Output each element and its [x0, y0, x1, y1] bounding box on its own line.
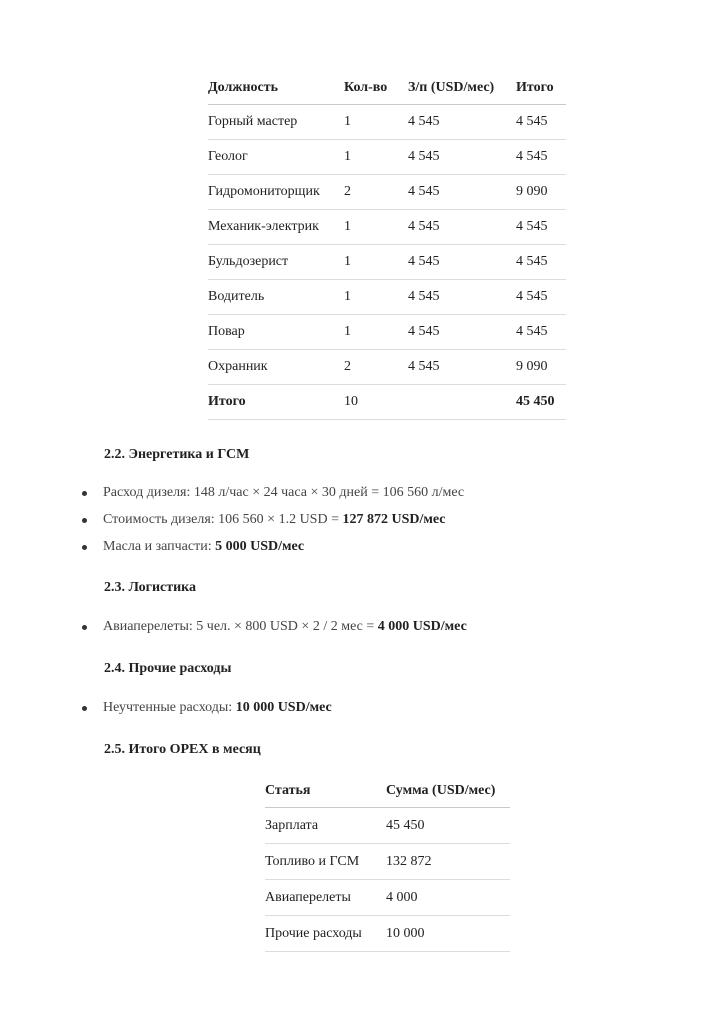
- bullet-bold: 5 000 USD/мес: [215, 539, 305, 554]
- list-item: [82, 699, 332, 726]
- bullet-bold: 10 000 USD/мес: [235, 700, 332, 715]
- cell-position: Охранник: [208, 359, 268, 374]
- table-row: [208, 210, 566, 245]
- table-row: [265, 808, 510, 844]
- column-header: Сумма (USD/мес): [386, 783, 496, 798]
- table-total-row: [208, 385, 566, 420]
- cell-salary: 4 545: [408, 289, 440, 304]
- cell-item: Зарплата: [265, 817, 319, 833]
- other-costs-bullet-list: [82, 699, 332, 726]
- cell-count: 2: [344, 359, 351, 374]
- cell-position: Бульдозерист: [208, 254, 289, 269]
- cell-salary: 4 545: [408, 184, 440, 199]
- table-row: [265, 844, 510, 880]
- opex-summary-table: [265, 775, 510, 952]
- list-item: [82, 484, 464, 511]
- cell-count: 2: [344, 184, 351, 199]
- total-salary: [408, 385, 516, 420]
- cell-position: Горный мастер: [208, 114, 298, 129]
- cell-amount: 132 872: [386, 853, 432, 869]
- section-heading-other-costs: 2.4. Прочие расходы: [104, 661, 232, 676]
- table-row: [208, 350, 566, 385]
- cell-position: Водитель: [208, 289, 265, 304]
- cell-total: 4 545: [516, 149, 548, 164]
- cell-salary: 4 545: [408, 219, 440, 234]
- cell-total: 4 545: [516, 289, 548, 304]
- cell-count: 1: [344, 289, 351, 304]
- cell-amount: 4 000: [386, 889, 418, 905]
- cell-total: 9 090: [516, 184, 548, 199]
- energy-bullet-list: [82, 484, 464, 565]
- table-row: [208, 105, 566, 140]
- table-row: [265, 880, 510, 916]
- cell-item: Авиаперелеты: [265, 889, 351, 905]
- total-count: 10: [344, 394, 358, 409]
- cell-item: Топливо и ГСМ: [265, 853, 360, 869]
- cell-total: 9 090: [516, 359, 548, 374]
- cell-count: 1: [344, 114, 351, 129]
- column-header: Итого: [516, 80, 554, 95]
- cell-count: 1: [344, 254, 351, 269]
- staff-salary-table: [208, 72, 566, 420]
- column-header: Должность: [208, 80, 279, 95]
- cell-position: Повар: [208, 324, 245, 339]
- cell-total: 4 545: [516, 114, 548, 129]
- cell-count: 1: [344, 324, 351, 339]
- table-row: [208, 245, 566, 280]
- cell-count: 1: [344, 149, 351, 164]
- cell-position: Гидромониторщик: [208, 184, 320, 199]
- list-item: [82, 511, 464, 538]
- cell-amount: 45 450: [386, 817, 425, 833]
- table-row: [208, 175, 566, 210]
- cell-position: Геолог: [208, 149, 248, 164]
- cell-amount: 10 000: [386, 925, 425, 941]
- table-header-row: [208, 72, 566, 105]
- bullet-text: Авиаперелеты: 5 чел. × 800 USD × 2 / 2 мес =: [103, 619, 378, 634]
- cell-total: 4 545: [516, 254, 548, 269]
- column-header: Кол-во: [344, 80, 388, 95]
- section-heading-opex-total: 2.5. Итого OPEX в месяц: [104, 742, 261, 757]
- bullet-text: Масла и запчасти:: [103, 539, 216, 554]
- cell-salary: 4 545: [408, 114, 440, 129]
- section-heading-energy: 2.2. Энергетика и ГСМ: [104, 447, 250, 462]
- cell-count: 1: [344, 219, 351, 234]
- cell-salary: 4 545: [408, 254, 440, 269]
- column-header: З/п (USD/мес): [408, 80, 495, 95]
- bullet-text: Стоимость дизеля: 106 560 × 1.2 USD =: [103, 512, 343, 527]
- table-row: [265, 916, 510, 952]
- total-sum: 45 450: [516, 394, 555, 409]
- bullet-bold: 4 000 USD/мес: [377, 619, 467, 634]
- section-heading-logistics: 2.3. Логистика: [104, 580, 197, 595]
- bullet-text: Неучтенные расходы:: [103, 700, 236, 715]
- table-header-row: [265, 775, 510, 808]
- cell-total: 4 545: [516, 219, 548, 234]
- column-header: Статья: [265, 783, 311, 798]
- cell-total: 4 545: [516, 324, 548, 339]
- cell-position: Механик-электрик: [208, 219, 319, 234]
- logistics-bullet-list: [82, 618, 467, 645]
- list-item: [82, 538, 464, 565]
- table-row: [208, 315, 566, 350]
- bullet-bold: 127 872 USD/мес: [342, 512, 446, 527]
- cell-salary: 4 545: [408, 359, 440, 374]
- cell-item: Прочие расходы: [265, 925, 362, 941]
- cell-salary: 4 545: [408, 149, 440, 164]
- table-row: [208, 280, 566, 315]
- total-label: Итого: [208, 394, 246, 409]
- cell-salary: 4 545: [408, 324, 440, 339]
- bullet-text: Расход дизеля: 148 л/час × 24 часа × 30 дней = 106 560 л/мес: [103, 485, 465, 500]
- table-row: [208, 140, 566, 175]
- list-item: [82, 618, 467, 645]
